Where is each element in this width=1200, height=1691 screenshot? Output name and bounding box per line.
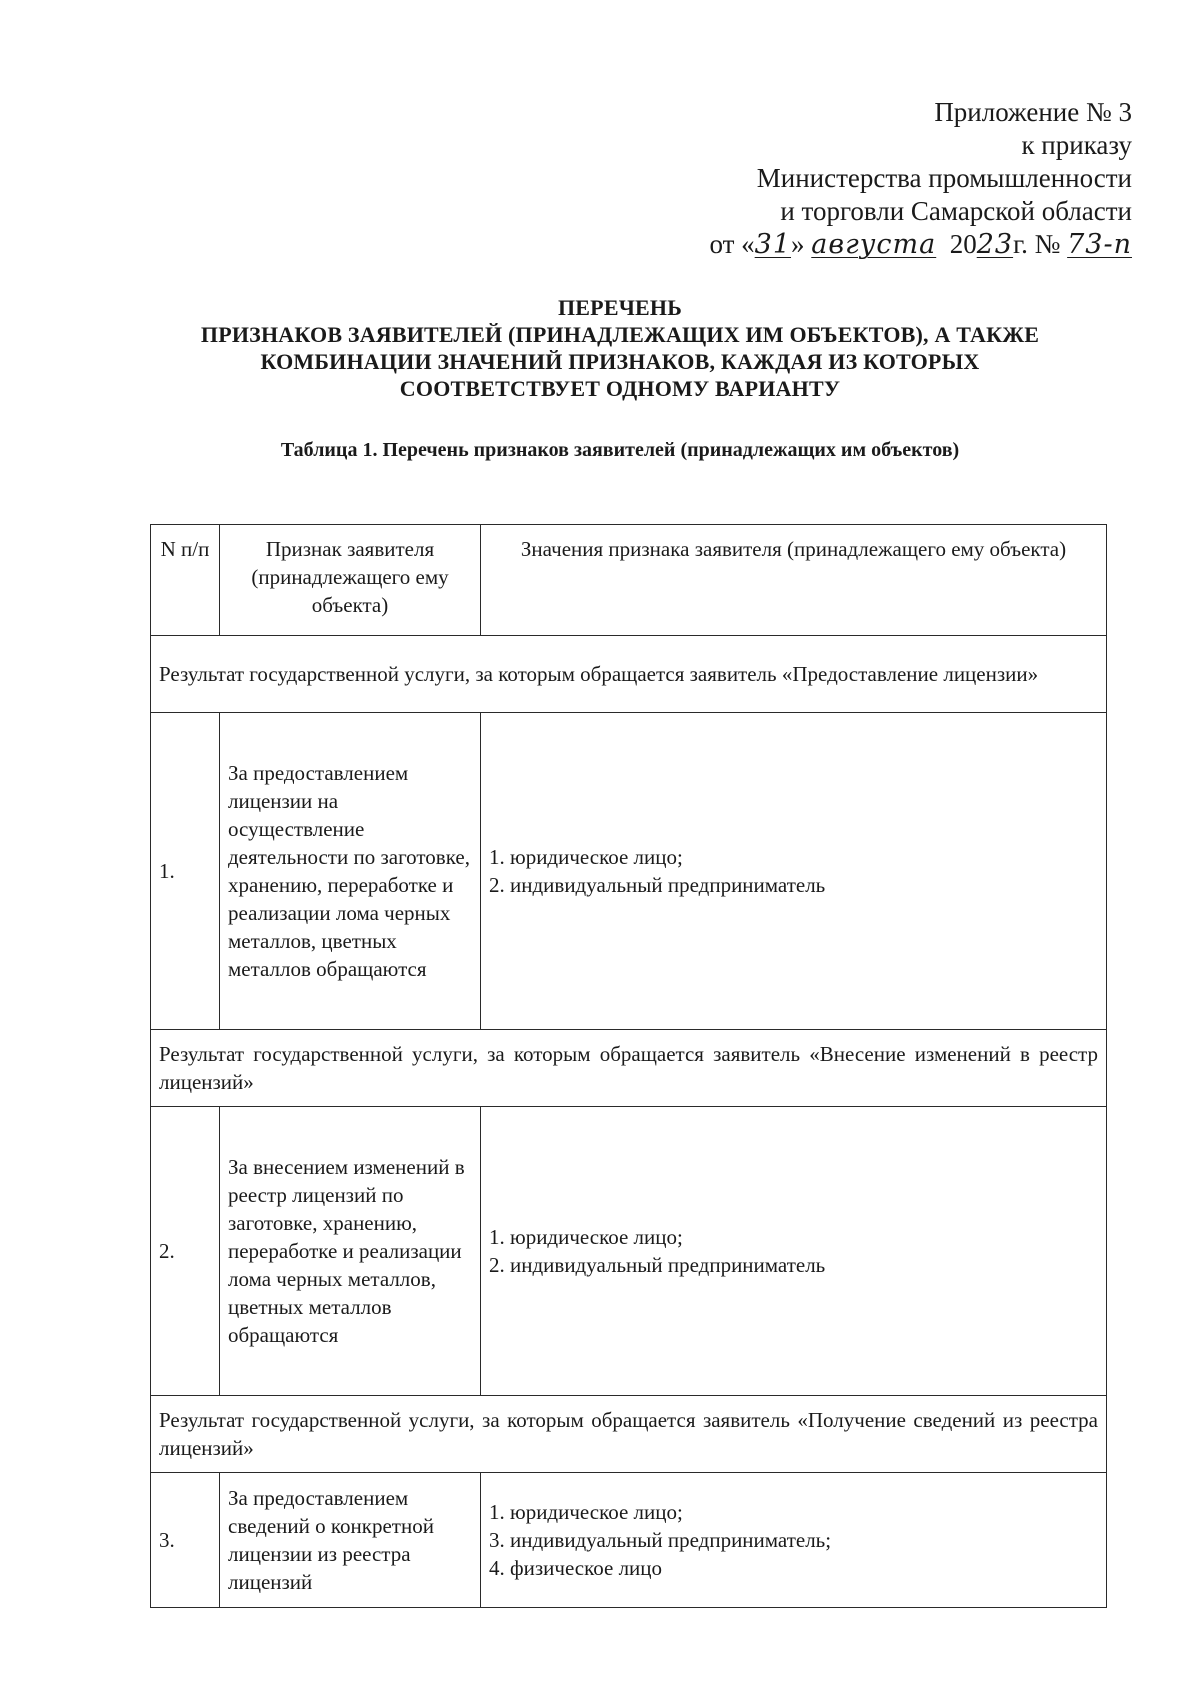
table-row bbox=[151, 713, 1107, 1030]
document-title bbox=[150, 294, 1090, 402]
header-sign: Признак заявителя (принадлежащего ему объекта) bbox=[220, 525, 481, 636]
row-values bbox=[481, 1107, 1107, 1396]
appendix-date-line bbox=[709, 228, 1132, 261]
appendix-title: Приложение № 3 bbox=[934, 97, 1132, 127]
title-line-3: КОМБИНАЦИИ ЗНАЧЕНИЙ ПРИЗНАКОВ, КАЖДАЯ ИЗ КОТОРЫХ bbox=[260, 349, 980, 374]
section-result-3: Результат государственной услуги, за которым обращается заявитель «Получение сведений из реестра лицензий» bbox=[151, 1396, 1107, 1473]
section-result-1: Результат государственной услуги, за которым обращается заявитель «Предоставление лицензии» bbox=[151, 636, 1107, 713]
row-number: 2. bbox=[151, 1107, 220, 1396]
row-number: 3. bbox=[151, 1473, 220, 1608]
appendix-ministry: Министерства промышленности bbox=[756, 163, 1132, 193]
table-row bbox=[151, 1473, 1107, 1608]
row-values bbox=[481, 713, 1107, 1030]
appendix-region: и торговли Самарской области bbox=[780, 196, 1132, 226]
date-year-prefix: 20 bbox=[949, 229, 977, 259]
title-line-2: ПРИЗНАКОВ ЗАЯВИТЕЛЕЙ (ПРИНАДЛЕЖАЩИХ ИМ ОБЪЕКТОВ), А ТАКЖЕ bbox=[200, 322, 1040, 347]
header-number: N п/п bbox=[151, 525, 220, 636]
value-item: 1. юридическое лицо; bbox=[489, 1500, 683, 1524]
section-result-2: Результат государственной услуги, за которым обращается заявитель «Внесение изменений в реестр лицензий» bbox=[151, 1030, 1107, 1107]
title-line-1: ПЕРЕЧЕНЬ bbox=[558, 295, 682, 320]
title-line-4: СООТВЕТСТВУЕТ ОДНОМУ ВАРИАНТУ bbox=[399, 376, 841, 401]
value-item: 2. индивидуальный предприниматель bbox=[489, 1253, 826, 1277]
date-year-end: г. № bbox=[1013, 229, 1061, 259]
row-sign: За внесением изменений в реестр лицензий по заготовке, хранению, переработке и реализации лома черных металлов, цветных металлов обращаются bbox=[220, 1107, 481, 1396]
section-row-1 bbox=[151, 636, 1107, 713]
date-year-suffix: 23 bbox=[976, 229, 1014, 260]
section-row-3 bbox=[151, 1396, 1107, 1473]
date-day-close: » bbox=[791, 229, 805, 259]
value-item: 3. индивидуальный предприниматель; bbox=[489, 1528, 832, 1552]
date-day: 31 bbox=[754, 229, 792, 260]
date-prefix: от « bbox=[709, 229, 755, 259]
appendix-block bbox=[709, 96, 1132, 261]
table-header-row bbox=[151, 525, 1107, 636]
value-item: 1. юридическое лицо; bbox=[489, 1225, 683, 1249]
row-sign: За предоставлением лицензии на осуществление деятельности по заготовке, хранению, переработке и реализации лома черных металлов, цветных металлов обращаются bbox=[220, 713, 481, 1030]
criteria-table bbox=[150, 524, 1107, 1608]
section-row-2 bbox=[151, 1030, 1107, 1107]
table-row bbox=[151, 1107, 1107, 1396]
row-values bbox=[481, 1473, 1107, 1608]
value-item: 1. юридическое лицо; bbox=[489, 845, 683, 869]
value-item: 4. физическое лицо bbox=[489, 1556, 663, 1580]
date-month: августа bbox=[811, 229, 937, 260]
row-sign: За предоставлением сведений о конкретной лицензии из реестра лицензий bbox=[220, 1473, 481, 1608]
row-number: 1. bbox=[151, 713, 220, 1030]
value-item: 2. индивидуальный предприниматель bbox=[489, 873, 826, 897]
appendix-order-ref: к приказу bbox=[1021, 130, 1132, 160]
header-values: Значения признака заявителя (принадлежащего ему объекта) bbox=[481, 525, 1107, 636]
table-caption: Таблица 1. Перечень признаков заявителей (принадлежащих им объектов) bbox=[280, 439, 960, 461]
order-number: 73-п bbox=[1067, 229, 1132, 260]
